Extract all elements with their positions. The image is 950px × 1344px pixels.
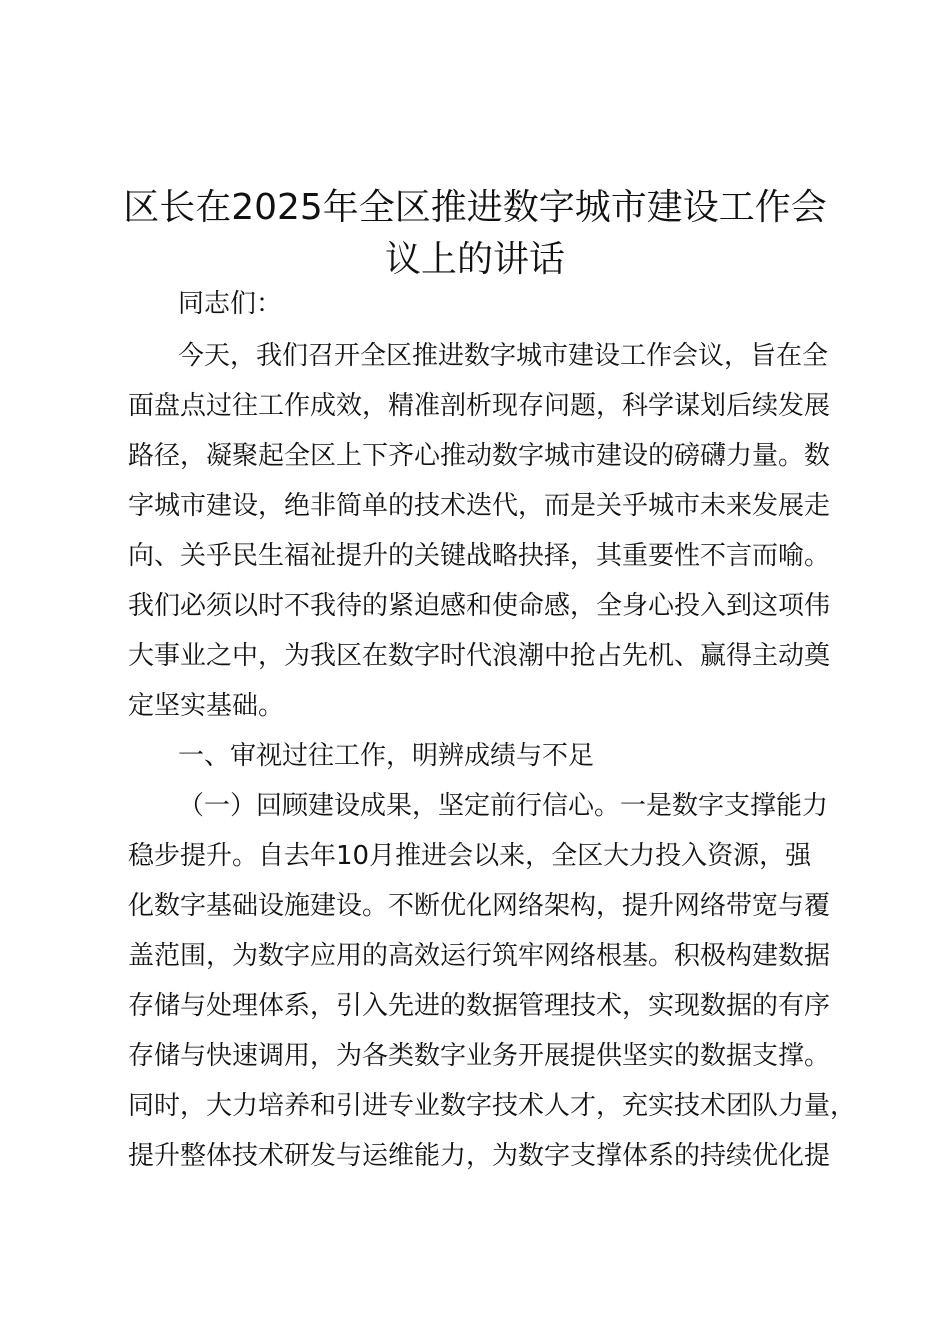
paragraph-2-line-8: 提升整体技术研发与运维能力，为数字支撑体系的持续优化提: [128, 1141, 831, 1171]
paragraph-1-line-4: 字城市建设，绝非简单的技术迭代，而是关乎城市未来发展走: [128, 491, 831, 521]
document-title-line-2: 议上的讲话: [384, 239, 565, 280]
paragraph-2-line-6: 存储与快速调用，为各类数字业务开展提供坚实的数据支撑。: [128, 1041, 831, 1071]
paragraph-1-line-8: 定坚实基础。: [128, 691, 285, 721]
paragraph-1-line-2: 面盘点过往工作成效，精准剖析现存问题，科学谋划后续发展: [128, 391, 831, 421]
paragraph-2-line-1: （一）回顾建设成果，坚定前行信心。一是数字支撑能力: [178, 791, 829, 821]
section-heading-1: 一、审视过往工作，明辨成绩与不足: [178, 741, 595, 771]
paragraph-2-line-3: 化数字基础设施建设。不断优化网络架构，提升网络带宽与覆: [128, 891, 831, 921]
paragraph-1-line-1: 今天，我们召开全区推进数字城市建设工作会议，旨在全: [178, 341, 829, 371]
paragraph-2-line-7: 同时，大力培养和引进专业数字技术人才，充实技术团队力量，: [128, 1091, 857, 1121]
paragraph-2-line-4: 盖范围，为数字应用的高效运行筑牢网络根基。积极构建数据: [128, 941, 831, 971]
paragraph-1-line-5: 向、关乎民生福祉提升的关键战略抉择，其重要性不言而喻。: [128, 541, 831, 571]
paragraph-2-line-5: 存储与处理体系，引入先进的数据管理技术，实现数据的有序: [128, 991, 831, 1021]
paragraph-2-line-2: 稳步提升。自去年10月推进会以来，全区大力投入资源，强: [128, 841, 812, 871]
document-title-line-1: 区长在2025年全区推进数字城市建设工作会: [123, 187, 827, 228]
greeting: 同志们：: [178, 289, 283, 319]
paragraph-1-line-7: 大事业之中，为我区在数字时代浪潮中抢占先机、赢得主动奠: [128, 641, 831, 671]
paragraph-1-line-3: 路径，凝聚起全区上下齐心推动数字城市建设的磅礴力量。数: [128, 441, 831, 471]
paragraph-1-line-6: 我们必须以时不我待的紧迫感和使命感，全身心投入到这项伟: [128, 591, 831, 621]
